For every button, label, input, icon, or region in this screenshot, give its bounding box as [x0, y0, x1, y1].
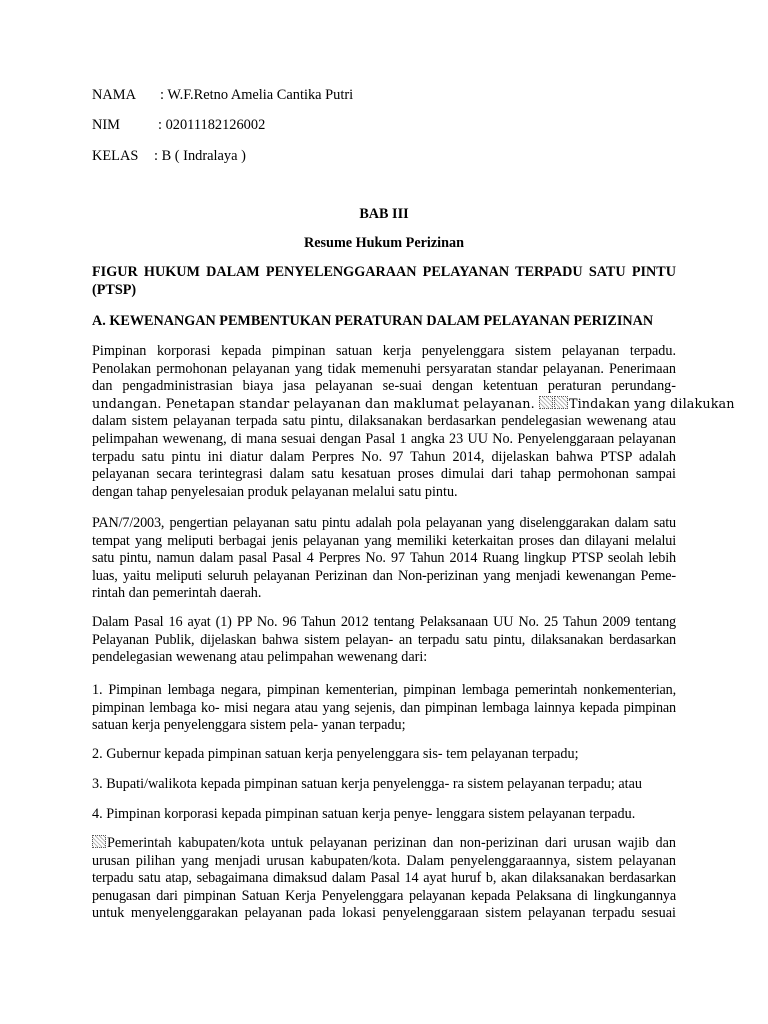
nama-row [92, 87, 354, 104]
paragraph-line: rintah dan pemerintah daerah. [92, 585, 262, 602]
paragraph-line: Pimpinan korporasi kepada pimpinan satuan kerja penyelenggara sistem pelayanan terpadu. [92, 343, 676, 359]
nim-value: : 02011182126002 [158, 117, 266, 133]
list-item-3 [92, 776, 676, 794]
paragraph-1 [92, 343, 735, 501]
paragraph-2 [92, 515, 676, 603]
section-a-heading-text: A. KEWENANGAN PEMBENTUKAN PERATURAN DALAM PELAYANAN PERIZINAN [92, 313, 654, 329]
paragraph-line: pelimpahan wewenang, di mana sesuai dengan Pasal 1 angka 23 UU No. Penyelenggaraan pelayanan [92, 430, 676, 447]
paragraph-line: terpadu satu pintu ini diatur dalam Perpres No. 97 Tahun 2014, dijelaskan bahwa PTSP adalah [92, 448, 676, 465]
figur-heading-line-2: (PTSP) [92, 281, 137, 298]
paragraph-line: dalam sistem pelayanan terpada satu pintu, dilaksanakan berdasarkan pendelegasian wewenang atau [92, 413, 676, 430]
paragraph-line: urusan pilihan yang menjadi urusan kabupaten/kota. Dalam penyelenggaraannya, sistem pelayanan [92, 852, 676, 869]
paragraph-line: luas, yaitu meliputi seluruh pelayanan Perizinan dan Non-perizinan yang menjadi kewenangan Peme- [92, 567, 676, 584]
paragraph-fragment: Pemerintah kabupaten/kota untuk pelayanan perizinan dan non-perizinan dari urusan wajib dan [107, 835, 676, 851]
paragraph-line-mixed [92, 835, 676, 853]
paragraph-line: Pelayanan Publik, dijelaskan bahwa sistem pelayan- an terpadu satu pintu, dilaksanakan berdasarkan [92, 631, 676, 648]
nim-label: NIM [92, 117, 120, 133]
paragraph-line: pelayanan secara terintegrasi dalam satu kesatuan proses dimulai dari tahap permohonan sampai [92, 466, 676, 483]
paragraph-fragment: Tindakan yang dilakukan [568, 396, 735, 412]
paragraph-line: penugasan dari pimpinan Satuan Kerja Penyelenggara pelayanan kepada Pelaksana di lingkungannya [92, 887, 676, 904]
paragraph-4 [92, 835, 676, 923]
paragraph-fragment: undangan. Penetapan standar pelayanan dan maklumat pelayanan. [92, 396, 535, 412]
paragraph-line: terpadu satu atap, sebagaimana dimaksud dalam Pasal 14 ayat huruf b, akan dilaksanakan berdasarkan [92, 870, 676, 887]
nama-value: : W.F.Retno Amelia Cantika Putri [160, 87, 354, 103]
missing-glyph-icon [539, 396, 553, 409]
list-item-1 [92, 682, 676, 735]
list-item-line: pimpinan lembaga ko- misi negara atau yang sejenis, dan pimpinan lembaga lainnya kepada pimpinan [92, 699, 676, 716]
paragraph-line: dan pengadministrasian biaya jasa pelayanan se-suai dengan ketentuan peraturan perundang- [92, 378, 676, 395]
paragraph-line: pendelegasian wewenang atau pelimpahan wewenang dari: [92, 649, 428, 666]
kelas-label: KELAS [92, 148, 139, 164]
paragraph-line-mixed [92, 396, 735, 414]
figur-heading-line-1: FIGUR HUKUM DALAM PENYELENGGARAAN PELAYANAN TERPADU SATU PINTU [92, 264, 676, 280]
paragraph-3 [92, 614, 676, 667]
list-item-line: 2. Gubernur kepada pimpinan satuan kerja penyelenggara sis- tem pelayanan terpadu; [92, 746, 579, 762]
paragraph-line: satu pintu, namun dalam pasal Pasal 4 Perpres No. 97 Tahun 2014 Ruang lingkup PTSP seolah lebih [92, 550, 676, 567]
section-a-heading [92, 313, 676, 331]
paragraph-line: untuk menyelenggarakan pelayanan pada lokasi penyelenggaraan sistem pelayanan terpadu sesuai [92, 905, 676, 922]
missing-glyph-icon [554, 396, 568, 409]
paragraph-line: tempat yang meliputi berbagai jenis pelayanan yang memiliki keterkaitan proses dan dilayani melalui [92, 532, 676, 549]
list-item-line: 3. Bupati/walikota kepada pimpinan satuan kerja penyelengga- ra sistem pelayanan terpadu; atau [92, 776, 642, 792]
paragraph-line: PAN/7/2003, pengertian pelayanan satu pintu adalah pola pelayanan yang diselenggarakan dalam satu [92, 515, 676, 531]
resume-title: Resume Hukum Perizinan [303, 235, 464, 251]
paragraph-line: Dalam Pasal 16 ayat (1) PP No. 96 Tahun 2012 tentang Pelaksanaan UU No. 25 Tahun 2009 tentang [92, 614, 676, 630]
nama-label: NAMA [92, 87, 136, 103]
list-item-line: 1. Pimpinan lembaga negara, pimpinan kementerian, pimpinan lembaga pemerintah nonkementerian, [92, 682, 676, 698]
nim-row [92, 117, 266, 134]
list-item-4 [92, 806, 676, 824]
paragraph-line: dengan tahap penyelesaian produk pelayanan melalui satu pintu. [92, 483, 458, 500]
list-item-2 [92, 746, 676, 764]
kelas-row [92, 148, 246, 165]
list-item-line: satuan kerja penyelenggara sistem pela- yanan terpadu; [92, 717, 406, 734]
kelas-value: : B ( Indralaya ) [154, 148, 246, 164]
bab-title: BAB III [359, 206, 409, 222]
paragraph-line: Penolakan permohonan pelayanan yang tidak memenuhi persyaratan standar pelayanan. Penerimaan [92, 360, 676, 377]
missing-glyph-icon [92, 835, 106, 848]
list-item-line: 4. Pimpinan korporasi kepada pimpinan satuan kerja penye- lenggara sistem pelayanan terpadu. [92, 806, 636, 822]
figur-heading [92, 264, 676, 299]
